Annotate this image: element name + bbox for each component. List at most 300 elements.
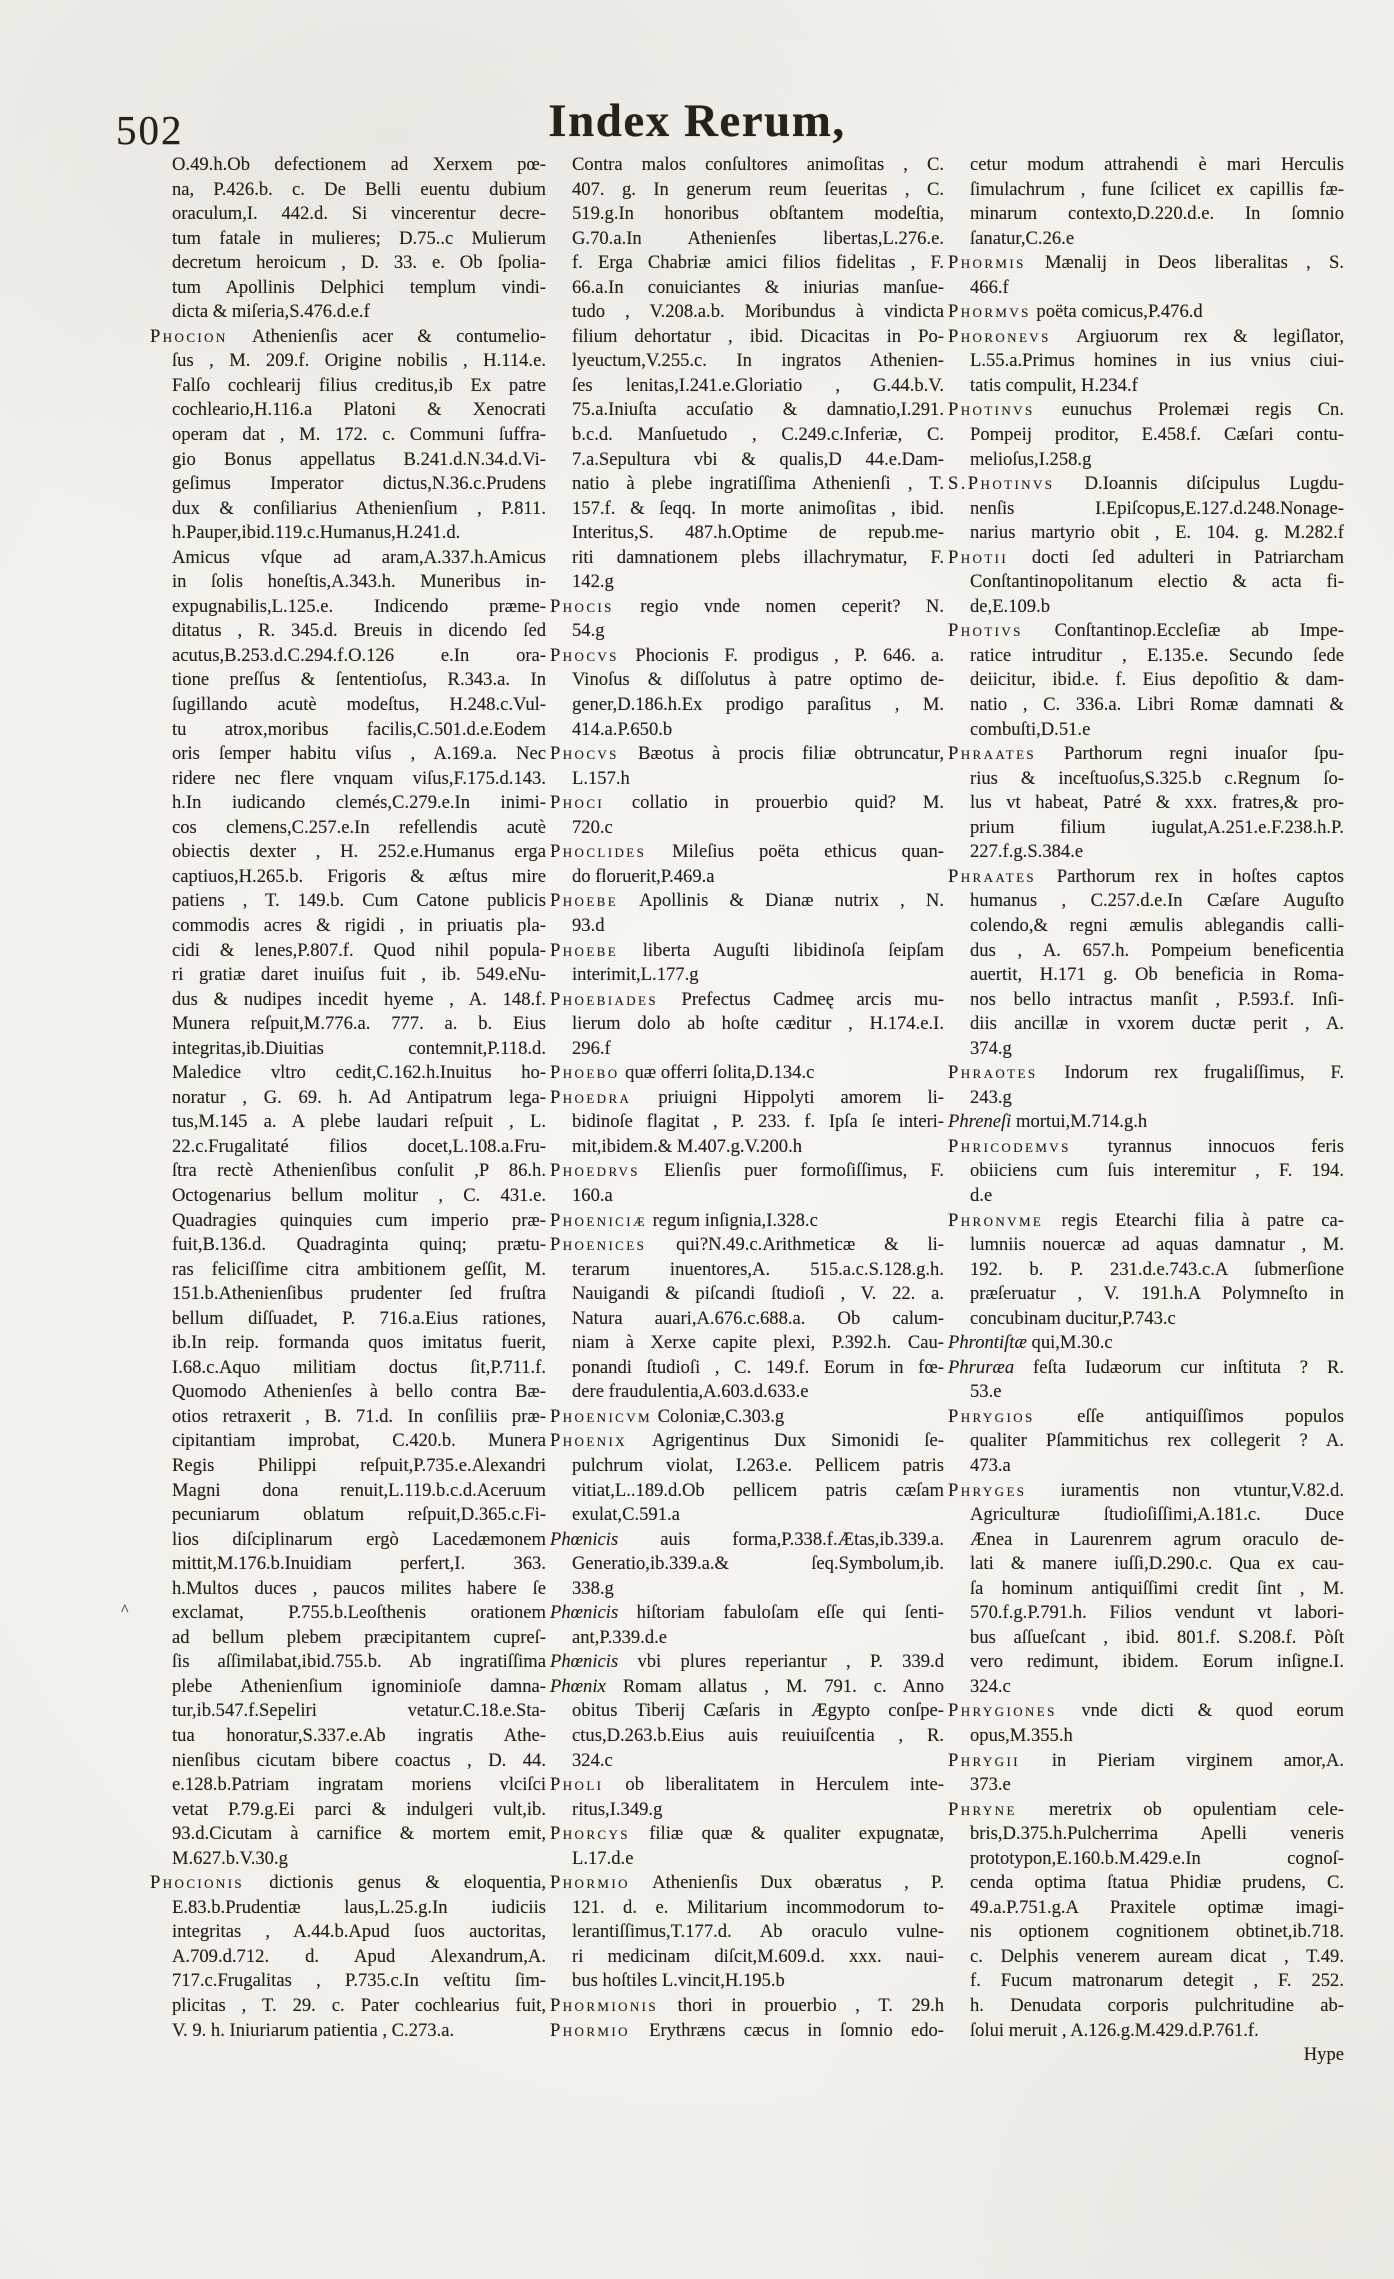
index-entry-line (550, 1233, 944, 1258)
entry-text: 570.f.g.P.791.h. Filios vendunt vt labori- (970, 1602, 1344, 1624)
index-text-line (550, 1012, 944, 1037)
index-text-line (948, 1159, 1344, 1184)
entry-text: hiſtoriam fabuloſam eſſe qui ſenti- (618, 1602, 944, 1624)
index-text-line (150, 398, 546, 423)
entry-text: collatio in prouerbio quid? M. (605, 792, 944, 814)
index-text-line (948, 1454, 1344, 1479)
entry-text: cidi & lenes,P.807.f. Quod nihil popula- (172, 939, 546, 961)
entry-text: de,E.109.b (970, 595, 1051, 617)
entry-text: Contra malos conſultores animoſitas , C. (572, 154, 944, 175)
index-text-line (550, 1503, 944, 1528)
index-text-line (150, 718, 546, 743)
index-entry-line (550, 1209, 944, 1234)
index-entry-line (948, 1405, 1344, 1430)
entry-text: lyeuctum,V.255.c. In ingratos Athenien- (572, 350, 944, 372)
index-text-line (550, 325, 944, 350)
entry-text: vero redimunt, ibidem. Eorum inſigne.I. (970, 1651, 1344, 1673)
index-text-line (948, 1012, 1344, 1037)
index-text-line (948, 1920, 1344, 1945)
entry-text: concubinam ducitur,P.743.c (970, 1307, 1176, 1329)
entry-text: vitiat,L..189.d.Ob pellicem patris cæſam (572, 1479, 944, 1501)
index-entry-line (550, 1429, 944, 1454)
entry-text: Mileſius poëta ethicus quan- (647, 841, 944, 863)
index-entry-line (948, 1135, 1344, 1160)
entry-text: tur,ib.547.f.Sepeliri vetatur.C.18.e.Sta- (172, 1700, 546, 1722)
index-text-line (948, 988, 1344, 1013)
entry-text: ſimulachrum , fune ſcilicet ex capillis fæ- (970, 178, 1344, 200)
index-entry-line (948, 1209, 1344, 1234)
entry-headword: Phrygii (948, 1749, 1020, 1771)
index-text-line (948, 1282, 1344, 1307)
entry-text: Erythræns cæcus in ſomnio edo- (630, 2019, 944, 2041)
index-text-line (150, 767, 546, 792)
entry-text: plebe Athenienſium ignominioſe damna- (172, 1675, 546, 1697)
entry-text: ſtra rectè Athenienſibus conſulit ,P 86.h. (172, 1160, 546, 1182)
entry-text: niam à Xerxe capite plexi, P.392.h. Cau- (572, 1332, 944, 1354)
index-text-line (150, 1380, 546, 1405)
entry-text: Athenienſis acer & contumelio- (228, 325, 546, 347)
entry-text: 160.a (572, 1184, 613, 1206)
entry-headword: Phrygios (948, 1405, 1035, 1427)
index-text-line (150, 300, 546, 325)
entry-text: lumniis nouercæ ad aquas damnatur , M. (970, 1234, 1344, 1256)
index-text-line (150, 791, 546, 816)
index-entry-line (948, 1331, 1344, 1356)
entry-text: Prefectus Cadmeę arcis mu- (659, 988, 944, 1010)
entry-headword: Phœnicis (550, 1602, 619, 1624)
entry-text: tudo , V.208.a.b. Moribundus à vindicta (572, 301, 944, 323)
entry-headword: Phormis (948, 252, 1026, 274)
entry-text: ditatus , R. 345.d. Breuis in dicendo ſed (172, 620, 546, 642)
entry-text: Munera reſpuit,M.776.a. 777. a. b. Eius (172, 1013, 546, 1035)
entry-text: G.70.a.In Athenienſes libertas,L.276.e. (572, 227, 944, 249)
index-entry-line (948, 619, 1344, 644)
entry-text: 473.a (970, 1454, 1011, 1476)
index-text-line (550, 693, 944, 718)
index-entry-line (550, 1675, 944, 1700)
index-text-line (150, 1847, 546, 1872)
index-text-line (150, 1724, 546, 1749)
entry-text: lati & manere iuſſi,D.290.c. Qua ex cau- (970, 1553, 1344, 1575)
index-text-line (150, 595, 546, 620)
entry-text: exclamat, P.755.b.Leoſthenis orationem (172, 1602, 546, 1624)
index-entry-line (550, 1061, 944, 1086)
index-text-line (948, 1675, 1344, 1700)
entry-text: Argiuorum rex & legiſlator, (1051, 325, 1344, 347)
index-text-line (550, 1037, 944, 1062)
entry-text: vbi plures reperiantur , P. 339.d (618, 1651, 944, 1673)
entry-text: 22.c.Frugalitaté filios docet,L.108.a.Fru- (172, 1135, 546, 1157)
entry-text: auertit, H.171 g. Ob beneficia in Roma- (970, 964, 1344, 986)
entry-headword: Photivs (948, 620, 1023, 642)
entry-text: I.68.c.Aquo militiam doctus ſit,P.711.f. (172, 1356, 546, 1378)
index-entry-line (550, 1871, 944, 1896)
index-text-line (948, 1086, 1344, 1111)
index-entry-line (948, 1356, 1344, 1381)
entry-text: mittit,M.176.b.Inuidiam perfert,I. 363. (172, 1553, 546, 1575)
entry-text: L.157.h (572, 767, 630, 789)
entry-text: obiectis dexter , H. 252.e.Humanus erga (172, 841, 546, 863)
index-text-line (948, 448, 1344, 473)
entry-text: D.Ioannis diſcipulus Lugdu- (1055, 473, 1344, 495)
entry-text: Phocionis F. prodigus , P. 646. a. (619, 644, 944, 666)
entry-text: decretum heroicum , D. 33. e. Ob ſpolia- (172, 252, 546, 274)
index-text-line (948, 914, 1344, 939)
entry-text: natio , C. 336.a. Libri Romæ damnati & (970, 694, 1344, 716)
index-entry-line (948, 865, 1344, 890)
entry-text: præſeruatur , V. 191.h.A Polymneſto in (970, 1283, 1344, 1305)
index-column-2 (550, 153, 944, 2068)
index-text-line (150, 644, 546, 669)
entry-text: Falſo cochlearij filius creditus,ib Ex patre (172, 374, 546, 396)
index-text-line (550, 1184, 944, 1209)
entry-text: 374.g (970, 1037, 1012, 1059)
index-text-line (550, 1945, 944, 1970)
index-column-3 (948, 153, 1344, 2068)
entry-text: E.83.b.Prudentiæ laus,L.25.g.In iudiciis (172, 1896, 546, 1918)
entry-text: plicitas , T. 29. c. Pater cochlearius fuit, (172, 1995, 546, 2017)
entry-text: mortui,M.714.g.h (1011, 1111, 1148, 1133)
index-text-line (948, 1724, 1344, 1749)
index-text-line (150, 865, 546, 890)
entry-text: b.c.d. Manſuetudo , C.249.c.Inferiæ, C. (572, 424, 944, 446)
index-text-line (948, 1945, 1344, 1970)
index-text-line (550, 1135, 944, 1160)
index-text-line (948, 644, 1344, 669)
entry-text: filium dehortatur , ibid. Dicacitas in Po- (572, 325, 944, 347)
entry-text: 192. b. P. 231.d.e.743.c.A ſubmerſione (970, 1258, 1344, 1280)
entry-text: 324.c (572, 1749, 613, 1771)
entry-text: bus hoſtiles L.vincit,H.195.b (572, 1970, 785, 1992)
index-text-line (150, 1503, 546, 1528)
entry-headword: Phreneſi (948, 1111, 1012, 1133)
index-text-line (150, 1184, 546, 1209)
index-entry-line (948, 398, 1344, 423)
index-text-line (150, 816, 546, 841)
index-text-line (948, 497, 1344, 522)
entry-text: Natura auari,A.676.c.688.a. Ob calum- (572, 1307, 944, 1329)
entry-text: 324.c (970, 1675, 1011, 1697)
index-text-line (948, 1233, 1344, 1258)
entry-text: qualiter Pſammitichus rex collegerit ? A. (970, 1430, 1344, 1452)
index-text-line (550, 349, 944, 374)
entry-text: interimit,L.177.g (572, 964, 699, 986)
entry-text: eſſe antiquiſſimos populos (1035, 1405, 1344, 1427)
index-text-line (150, 1626, 546, 1651)
index-text-line (150, 448, 546, 473)
index-text-line (948, 1847, 1344, 1872)
entry-headword: Phronvme (948, 1209, 1044, 1231)
entry-text: lios diſciplinarum ergò Lacedæmonem (172, 1528, 546, 1550)
entry-text: L.17.d.e (572, 1847, 634, 1869)
entry-text: ratice intruditur , E.135.e. Secundo ſede (970, 644, 1344, 666)
index-text-line (150, 668, 546, 693)
index-text-line (550, 1331, 944, 1356)
entry-text: Athenienſis Dux obæratus , P. (630, 1872, 944, 1894)
entry-text: 227.f.g.S.384.e (970, 841, 1084, 863)
index-entry-line (948, 300, 1344, 325)
entry-text: Romam allatus , M. 791. c. Anno (605, 1675, 944, 1697)
index-text-line (550, 1110, 944, 1135)
entry-text: Amicus vſque ad aram,A.337.h.Amicus (172, 546, 546, 568)
index-text-line (550, 1577, 944, 1602)
entry-text: riti damnationem plebs illachrymatur, F. (572, 546, 944, 568)
index-text-line (150, 570, 546, 595)
index-text-line (550, 668, 944, 693)
index-text-line (550, 1699, 944, 1724)
index-text-line (550, 1724, 944, 1749)
entry-text: 373.e (970, 1774, 1011, 1796)
index-text-line (948, 423, 1344, 448)
index-entry-line (948, 1061, 1344, 1086)
entry-text: in ſolis honeſtis,A.343.h. Muneribus in- (172, 571, 546, 593)
index-entry-line (948, 472, 1344, 497)
index-text-line (150, 178, 546, 203)
entry-text: ſes lenitas,I.241.e.Gloriatio , G.44.b.V. (572, 374, 944, 396)
entry-text: ant,P.339.d.e (572, 1626, 668, 1648)
index-text-line (150, 1233, 546, 1258)
entry-text: humanus , C.257.d.e.In Cæſare Auguſto (970, 890, 1344, 912)
index-text-line (150, 742, 546, 767)
entry-text: bidinoſe flagitat , P. 233. f. Ipſa ſe interi- (572, 1111, 944, 1133)
index-text-line (150, 521, 546, 546)
entry-headword: Phryne (948, 1798, 1017, 1820)
entry-text: tu atrox,moribus facilis,C.501.d.e.Eodem (172, 718, 546, 740)
index-text-line (948, 840, 1344, 865)
entry-headword: Phraates (948, 743, 1037, 765)
index-text-line (948, 1552, 1344, 1577)
entry-text: minarum contexto,D.220.d.e. In ſomnio (970, 203, 1344, 225)
index-text-line (550, 276, 944, 301)
index-text-line (948, 1969, 1344, 1994)
entry-text: dus , A. 657.h. Pompeium beneficentia (970, 939, 1344, 961)
index-entry-line (550, 939, 944, 964)
entry-headword: Phoebe (550, 890, 619, 912)
entry-text: Nauigandi & piſcandi ſtudioſi , V. 22. a. (572, 1283, 944, 1305)
entry-text: ſanatur,C.26.e (970, 227, 1075, 249)
entry-headword: Phormio (550, 2019, 630, 2041)
entry-headword: Phocionis (150, 1872, 245, 1894)
index-text-line (150, 1061, 546, 1086)
page-title: Index Rerum, (548, 95, 846, 147)
index-text-line (948, 374, 1344, 399)
index-entry-line (550, 644, 944, 669)
entry-headword: Phoenices (550, 1234, 647, 1256)
entry-headword: Phricodemvs (948, 1135, 1071, 1157)
index-entry-line (550, 791, 944, 816)
index-text-line (150, 840, 546, 865)
index-text-line (150, 1650, 546, 1675)
entry-text: cenda optima ſtatua Phidiæ prudens, C. (970, 1872, 1344, 1894)
entry-text: h.In iudicando clemés,C.279.e.In inimi- (172, 792, 546, 814)
index-text-line (150, 1920, 546, 1945)
entry-text: lerantiſſimus,T.177.d. Ab oraculo vulne- (572, 1921, 944, 1943)
entry-text: prototypon,E.160.b.M.429.e.In cognoſ- (970, 1847, 1344, 1869)
entry-text: gio Bonus appellatus B.241.d.N.34.d.Vi- (172, 448, 546, 470)
index-text-line (150, 1037, 546, 1062)
entry-text: 407. g. In generum reum ſeueritas , C. (572, 178, 944, 200)
entry-headword: Phoebe (550, 939, 619, 961)
index-entry-line (550, 1650, 944, 1675)
entry-headword: Phoebo (550, 1062, 620, 1084)
index-text-line (550, 767, 944, 792)
index-entry-line (550, 889, 944, 914)
entry-headword: Phœnix (550, 1675, 606, 1697)
entry-headword: Photinvs (948, 399, 1035, 421)
entry-text: 66.a.In conuiciantes & iniurias manſue- (572, 276, 944, 298)
index-text-line (948, 1307, 1344, 1332)
entry-text: colendo,& regni æmulis ablegandis calli- (970, 914, 1344, 936)
index-text-line (550, 1479, 944, 1504)
index-text-line (150, 889, 546, 914)
index-text-line (948, 718, 1344, 743)
index-text-line (150, 1552, 546, 1577)
index-text-line (550, 448, 944, 473)
entry-headword: Phocvs (550, 644, 619, 666)
index-text-line (150, 497, 546, 522)
index-text-line (150, 1822, 546, 1847)
index-text-line (948, 668, 1344, 693)
index-text-line (550, 816, 944, 841)
index-text-line (948, 2019, 1344, 2044)
index-entry-line (948, 325, 1344, 350)
entry-headword: Phocis (550, 595, 614, 617)
index-text-line (150, 1945, 546, 1970)
index-text-line (948, 227, 1344, 252)
entry-text: prium filium iugulat,A.251.e.F.238.h.P. (970, 816, 1344, 838)
entry-text: f. Fucum matronarum detegit , F. 252. (970, 1970, 1344, 1992)
entry-text: cetur modum attrahendi è mari Herculis (970, 154, 1344, 175)
entry-text: qui,M.30.c (1026, 1332, 1113, 1354)
entry-text: h.Pauper,ibid.119.c.Humanus,H.241.d. (172, 522, 461, 544)
entry-text: bus aſſueſcant , ibid. 801.f. S.208.f. Pòſt (970, 1626, 1344, 1648)
index-text-line (948, 767, 1344, 792)
entry-headword: Phoebiades (550, 988, 659, 1010)
index-text-line (948, 153, 1344, 178)
index-text-line (550, 1749, 944, 1774)
index-text-line (550, 619, 944, 644)
entry-headword: Phormionis (550, 1995, 659, 2017)
entry-text: in Pieriam virginem amor,A. (1020, 1749, 1344, 1771)
entry-text: 93.d (572, 914, 605, 936)
index-text-line (150, 1356, 546, 1381)
index-text-line (948, 1429, 1344, 1454)
index-entry-line (948, 1110, 1344, 1135)
index-text-line (948, 1994, 1344, 2019)
entry-headword: Phryges (948, 1479, 1027, 1501)
entry-text: 717.c.Frugalitas , P.735.c.In veſtitu ſim- (172, 1970, 546, 1992)
index-text-line (150, 1773, 546, 1798)
index-text-line (150, 1454, 546, 1479)
entry-text: terarum inuentores,A. 515.a.c.S.128.g.h. (572, 1258, 944, 1280)
index-text-line (550, 1282, 944, 1307)
index-text-line (948, 595, 1344, 620)
index-text-line (150, 276, 546, 301)
index-text-line (948, 276, 1344, 301)
entry-text: narius martyrio obit , E. 104. g. M.282.f (970, 522, 1344, 544)
entry-headword: Phocion (150, 325, 228, 347)
index-entry-line (550, 1528, 944, 1553)
index-text-line (150, 1896, 546, 1921)
index-text-line (550, 1356, 944, 1381)
index-entry-line (550, 1773, 944, 1798)
entry-headword: Phrygiones (948, 1700, 1057, 1722)
entry-text: 75.a.Iniuſta accuſatio & damnatio,I.291. (572, 399, 944, 421)
index-entry-line (948, 251, 1344, 276)
index-text-line (150, 202, 546, 227)
index-entry-line (550, 1822, 944, 1847)
entry-text: tus,M.145 a. A plebe laudari reſpuit , L. (172, 1111, 546, 1133)
entry-text: tum fatale in mulieres; D.75..c Mulierum (172, 227, 546, 249)
index-text-line (150, 914, 546, 939)
entry-text: oraculum,I. 442.d. Si vincerentur decre- (172, 203, 546, 225)
entry-headword: Phoci (550, 792, 605, 814)
entry-text: dere fraudulentia,A.603.d.633.e (572, 1381, 809, 1403)
entry-text: do floruerit,P.469.a (572, 865, 715, 887)
index-text-line (150, 349, 546, 374)
entry-text: quæ offerri ſolita,D.134.c (620, 1062, 815, 1084)
index-text-line (150, 546, 546, 571)
entry-text: Ænea in Laurenrem agrum oraculo de- (970, 1528, 1344, 1550)
entry-text: Agrigentinus Dux Simonidi ſe- (627, 1430, 944, 1452)
entry-text: exulat,C.591.a (572, 1504, 680, 1526)
index-text-line (948, 1380, 1344, 1405)
index-text-line (550, 718, 944, 743)
index-text-line (150, 619, 546, 644)
index-text-line (550, 521, 944, 546)
entry-text: qui?N.49.c.Arithmeticæ & li- (647, 1234, 944, 1256)
index-text-line (150, 1749, 546, 1774)
index-text-line (150, 1209, 546, 1234)
entry-text: h. Denudata corporis pulchritudine ab- (970, 1995, 1344, 2017)
index-entry-line (550, 1159, 944, 1184)
index-text-line (948, 1871, 1344, 1896)
index-text-line (550, 963, 944, 988)
entry-text: ſolui meruit , A.126.g.M.429.d.P.761.f. (970, 2019, 1259, 2041)
entry-text: ponandi ſtudioſi , C. 149.f. Eorum in fœ- (572, 1356, 944, 1378)
entry-text: 720.c (572, 816, 613, 838)
entry-text: M.627.b.V.30.g (172, 1847, 288, 1869)
entry-text: 296.f (572, 1037, 611, 1059)
entry-text: dux & conſiliarius Athenienſium , P.811. (172, 497, 546, 519)
entry-headword: Phorcys (550, 1823, 630, 1845)
entry-text: ſus , M. 209.f. Origine nobilis , H.114.e. (172, 350, 546, 372)
entry-text: rius & inceſtuoſus,S.325.b c.Regnum ſo- (970, 767, 1344, 789)
index-entry-line (550, 1086, 944, 1111)
index-text-line (948, 693, 1344, 718)
entry-text: captiuos,H.265.b. Frigoris & æſtus mire (172, 865, 546, 887)
entry-text: Maledice vltro cedit,C.162.h.Inuitus ho- (172, 1062, 546, 1084)
entry-text: 519.g.In honoribus obſtantem modeſtia, (572, 203, 944, 225)
index-text-line (948, 1503, 1344, 1528)
entry-text: Magni dona renuit,L.119.b.c.d.Aceruum (172, 1479, 546, 1501)
entry-text: regis Etearchi filia à patre ca- (1044, 1209, 1344, 1231)
index-text-line (550, 472, 944, 497)
index-entry-line (550, 988, 944, 1013)
entry-text: fuit,B.136.d. Quadraginta quinq; prætu- (172, 1234, 546, 1256)
index-column-1 (121, 153, 546, 2068)
entry-text: ob liberalitatem in Herculem inte- (604, 1774, 944, 1796)
index-text-line (150, 472, 546, 497)
entry-text: melioſus,I.258.g (970, 448, 1092, 470)
entry-headword: Photii (948, 546, 1009, 568)
index-text-line (150, 1429, 546, 1454)
index-text-line (150, 1969, 546, 1994)
index-text-line (150, 251, 546, 276)
index-entry-line (948, 1798, 1344, 1823)
entry-headword: Phoenix (550, 1430, 627, 1452)
index-text-line (150, 1675, 546, 1700)
